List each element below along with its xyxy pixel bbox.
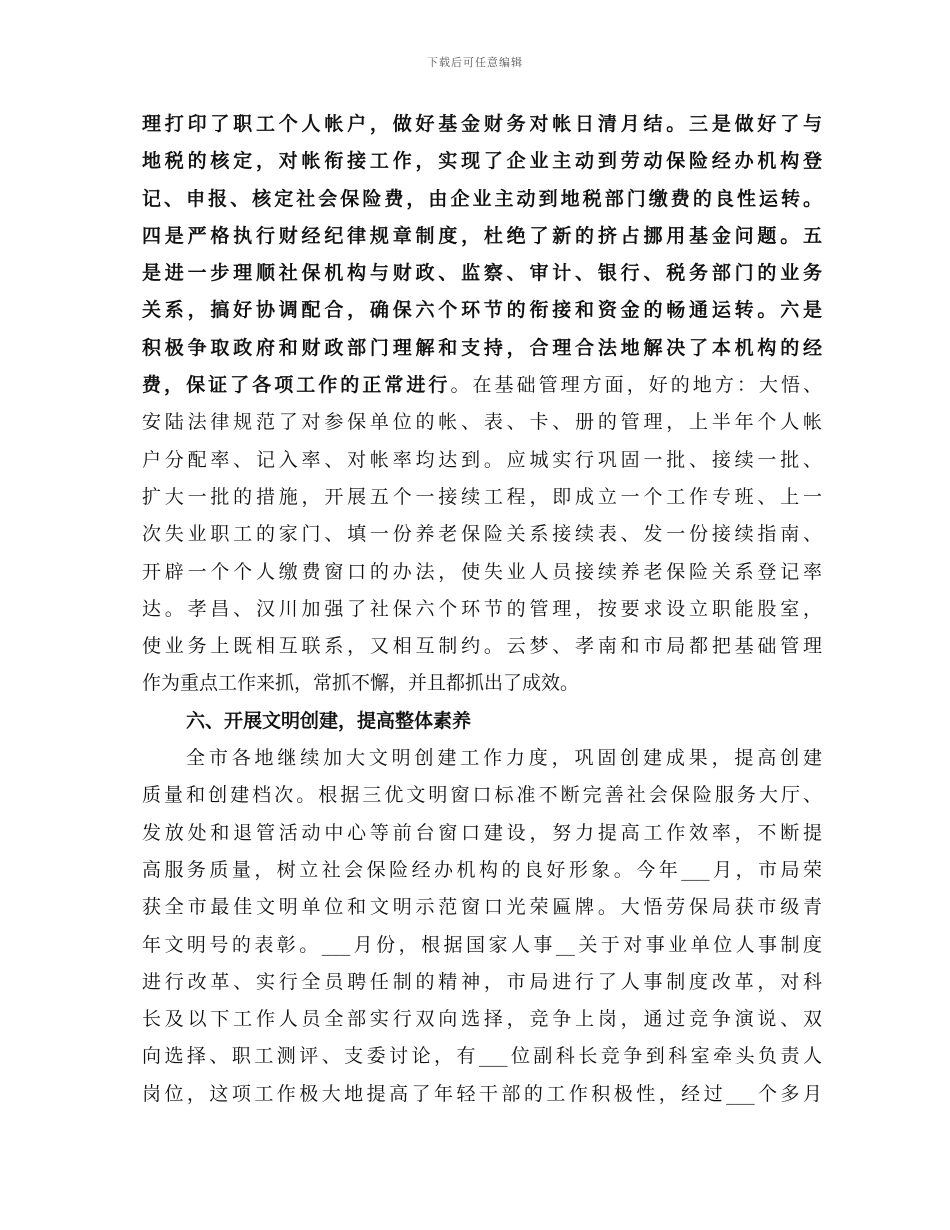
text-line-9: 安陆法律规范了对参保单位的帐、表、卡、册的管理，上半年个人帐 bbox=[142, 411, 822, 434]
text-line-10: 户分配率、记入率、对帐率均达到。应城实行巩固一批、接续一批、 bbox=[142, 448, 822, 471]
regular-segment: 。在基础管理方面，好的地方：大悟、 bbox=[450, 374, 822, 397]
text-line-16: 作为重点工作来抓，常抓不懈，并且都抓出了成效。 bbox=[142, 672, 580, 695]
text-line-11: 扩大一批的措施，开展五个一接续工程，即成立一个工作专班、上一 bbox=[142, 485, 822, 508]
text-line-18: 质量和创建档次。根据三优文明窗口标准不断完善社会保险服务大厅、 bbox=[142, 784, 822, 807]
text-line-3: 记、申报、核定社会保险费，由企业主动到地税部门缴费的良性运转。 bbox=[142, 187, 822, 210]
text-line-24: 长及以下工作人员全部实行双向选择，竞争上岗，通过竞争演说、双 bbox=[142, 1008, 822, 1031]
text-line-26: 岗位，这项工作极大地提高了年轻干部的工作积极性，经过___个多月 bbox=[142, 1082, 822, 1105]
section-heading: 六、开展文明创建，提高整体素养 bbox=[186, 709, 472, 732]
document-body bbox=[142, 106, 822, 1113]
text-line-19: 发放处和退管活动中心等前台窗口建设，努力提高工作效率，不断提 bbox=[142, 821, 822, 844]
text-line-5: 是进一步理顺社保机构与财政、监察、审计、银行、税务部门的业务 bbox=[142, 262, 822, 285]
bold-segment: 费，保证了各项工作的正常进行 bbox=[142, 374, 451, 397]
text-line-13: 开辟一个个人缴费窗口的办法，使失业人员接续养老保险关系登记率 bbox=[142, 560, 822, 583]
text-line-17: 全市各地继续加大文明创建工作力度，巩固创建成果，提高创建 bbox=[186, 747, 822, 770]
text-line-20: 高服务质量，树立社会保险经办机构的良好形象。今年___月，市局荣 bbox=[142, 858, 822, 881]
text-line-4: 四是严格执行财经纪律规章制度，杜绝了新的挤占挪用基金问题。五 bbox=[142, 224, 822, 247]
text-line-12: 次失业职工的家门、填一份养老保险关系接续表、发一份接续指南、 bbox=[142, 523, 822, 546]
text-line-23: 进行改革、实行全员聘任制的精神，市局进行了人事制度改革，对科 bbox=[142, 970, 822, 993]
text-line-15: 使业务上既相互联系，又相互制约。云梦、孝南和市局都把基础管理 bbox=[142, 635, 822, 658]
page-header: 下载后可任意编辑 bbox=[427, 56, 523, 69]
text-line-1: 理打印了职工个人帐户，做好基金财务对帐日清月结。三是做好了与 bbox=[142, 113, 822, 135]
text-line-25: 向选择、职工测评、支委讨论，有___位副科长竞争到科室牵头负责人 bbox=[142, 1045, 822, 1068]
text-line-22: 年文明号的表彰。___月份，根据国家人事__关于对事业单位人事制度 bbox=[142, 933, 822, 956]
text-line-2: 地税的核定，对帐衔接工作，实现了企业主动到劳动保险经办机构登 bbox=[142, 150, 822, 173]
text-line-14: 达。孝昌、汉川加强了社保六个环节的管理，按要求设立职能股室， bbox=[142, 597, 822, 620]
text-line-8 bbox=[142, 367, 822, 404]
text-line-7: 积极争取政府和财政部门理解和支持，合理合法地解决了本机构的经 bbox=[142, 336, 822, 359]
text-line-6: 关系，搞好协调配合，确保六个环节的衔接和资金的畅通运转。六是 bbox=[142, 299, 822, 322]
text-line-21: 获全市最佳文明单位和文明示范窗口光荣匾牌。大悟劳保局获市级青 bbox=[142, 896, 822, 919]
